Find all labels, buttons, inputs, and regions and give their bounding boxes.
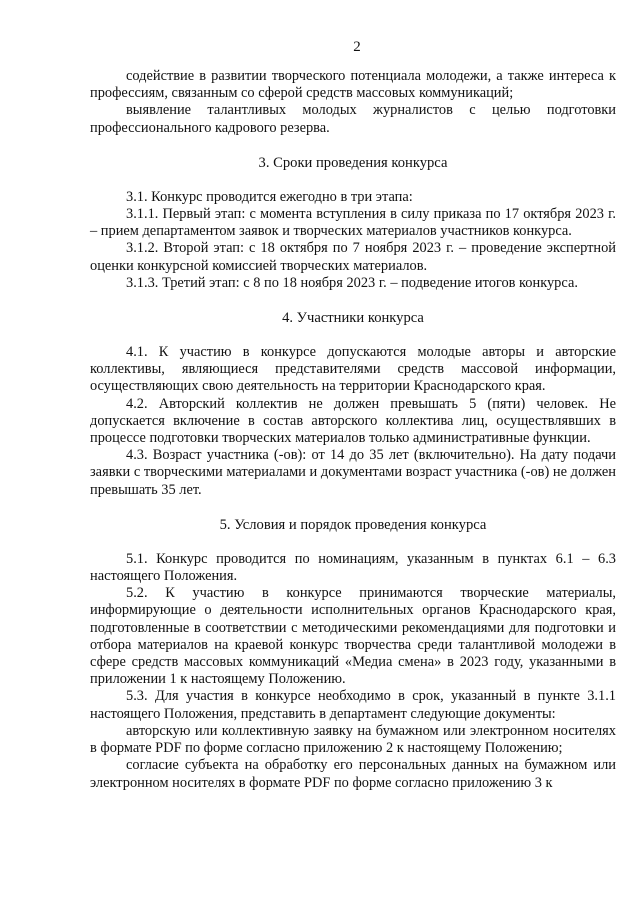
spacer (90, 327, 616, 344)
paragraph: содействие в развитии творческого потенциала молодежи, а также интереса к профессиям, связанным со сферой средств массовых коммуникаций; (90, 68, 616, 102)
paragraph: 3.1.3. Третий этап: с 8 по 18 ноября 2023 г. – подведение итогов конкурса. (126, 274, 578, 291)
paragraph: 3.1.1. Первый этап: с момента вступления в силу приказа по 17 октября 2023 г. – прием департаментом заявок и творческих материалов участников конкурса. (90, 206, 616, 240)
paragraph: авторскую или коллективную заявку на бумажном или электронном носителях в формате PDF по форме согласно приложению 2 к настоящему Положению; (90, 722, 616, 757)
section-heading: 3. Сроки проведения конкурса (258, 154, 448, 171)
spacer (90, 137, 616, 154)
spacer (90, 292, 616, 309)
paragraph: 4.2. Авторский коллектив не должен превышать 5 (пяти) человек. Не допускается включение в состав авторского коллектива лиц, осуществлявших в процессе подготовки творческих материалов только административные функции. (90, 395, 616, 447)
paragraph: 4.3. Возраст участника (-ов): от 14 до 35 лет (включительно). На дату подачи заявки с творческими материалами и документами возраст участника (-ов) не должен превышать 35 лет. (90, 447, 616, 498)
paragraph: 4.1. К участию в конкурсе допускаются молодые авторы и авторские коллективы, являющиеся представителями средств массовой информации, осуществляющих свою деятельность на территории Краснодарского края. (90, 344, 616, 395)
paragraph: 3.1.2. Второй этап: с 18 октября по 7 ноября 2023 г. – проведение экспертной оценки конкурсной комиссией творческих материалов. (90, 240, 616, 274)
paragraph: согласие субъекта на обработку его персональных данных на бумажном или электронном носителях в формате PDF по форме согласно приложению 3 к (90, 757, 616, 791)
page-number: 2 (353, 39, 361, 55)
spacer (90, 172, 616, 189)
spacer (90, 499, 616, 516)
document-body (90, 68, 616, 792)
paragraph: 5.1. Конкурс проводится по номинациям, указанным в пунктах 6.1 – 6.3 настоящего Положения. (90, 550, 616, 585)
spacer (90, 534, 616, 551)
paragraph: выявление талантливых молодых журналистов с целью подготовки профессионального кадрового резерва. (90, 102, 616, 136)
paragraph: 5.3. Для участия в конкурсе необходимо в срок, указанный в пункте 3.1.1 настоящего Положения, представить в департамент следующие документы: (90, 688, 616, 722)
paragraph: 3.1. Конкурс проводится ежегодно в три этапа: (126, 188, 413, 205)
section-heading: 4. Участники конкурса (282, 310, 424, 327)
section-heading: 5. Условия и порядок проведения конкурса (219, 516, 487, 533)
paragraph: 5.2. К участию в конкурсе принимаются творческие материалы, информирующие о деятельности исполнительных органов Краснодарского края, подготовленные в соответствии с методическими рекомендациями для подготовки и отбора материалов на краевой конкурс творчества среди талантливой молодежи в сфере средств массовых коммуникаций «Медиа смена» в 2023 году, указанными в приложении 1 к настоящему Положению. (90, 585, 616, 688)
